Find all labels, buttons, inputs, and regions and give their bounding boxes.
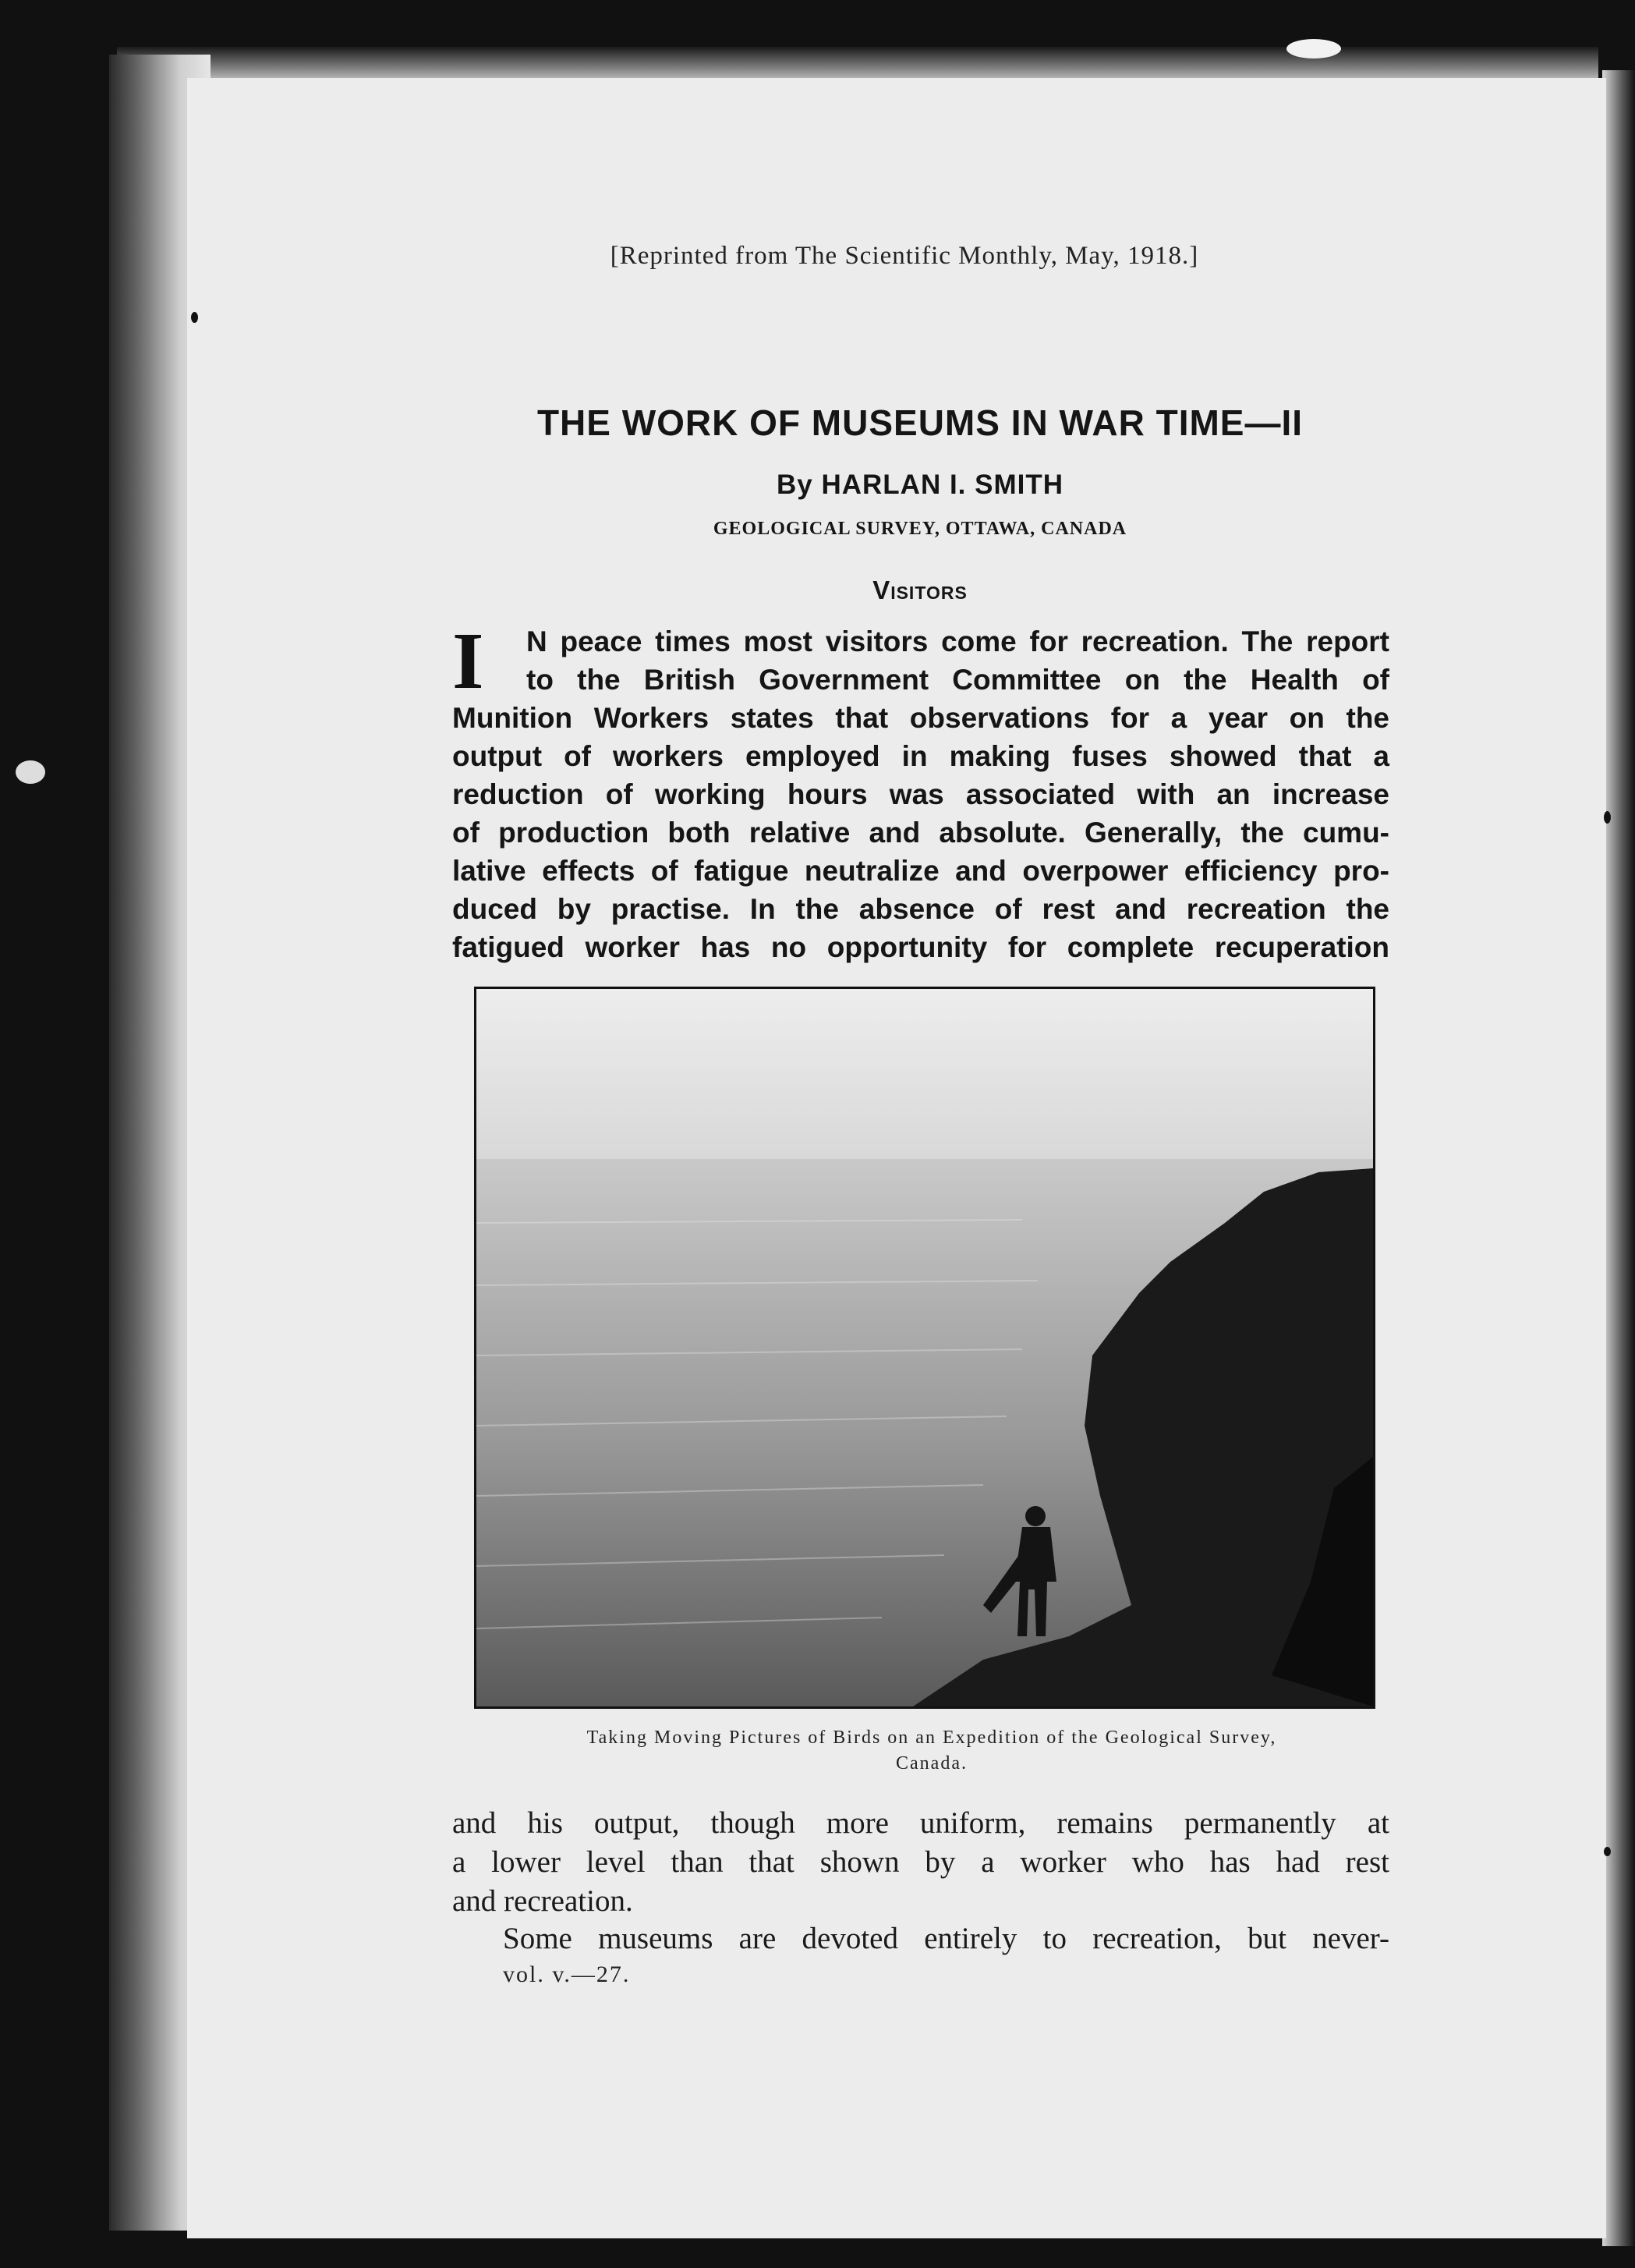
scan-speck	[1286, 39, 1341, 58]
drop-cap: I	[452, 616, 484, 706]
scan-dot	[1604, 1847, 1611, 1856]
paragraph-line: duced by practise. In the absence of rest and recreation the	[452, 893, 1389, 925]
photo-drawing	[476, 989, 1373, 1706]
photo-caption-line: Taking Moving Pictures of Birds on an Expedition of the Geological Survey,	[586, 1728, 1277, 1748]
paragraph-line: to the British Government Committee on the Health of	[526, 664, 1389, 696]
scan-dot	[191, 312, 198, 323]
article-title: THE WORK OF MUSEUMS IN WAR TIME—II	[536, 402, 1304, 443]
page-folio: vol. v.—27.	[503, 1961, 631, 1987]
paragraph-line: and his output, though more uniform, remains permanently at	[452, 1806, 1389, 1840]
author-affiliation: GEOLOGICAL SURVEY, OTTAWA, CANADA	[713, 519, 1127, 539]
paragraph-line: N peace times most visitors come for recreation. The report	[526, 625, 1389, 657]
paragraph-line: output of workers employed in making fuses showed that a	[452, 740, 1389, 772]
page-right-edge	[1602, 70, 1635, 2246]
author-byline: By HARLAN I. SMITH	[777, 470, 1063, 500]
photo-caption-line: Canada.	[896, 1753, 968, 1774]
paragraph-line: of production both relative and absolute. Generally, the cumu-	[452, 817, 1389, 849]
paragraph-line: and recreation.	[452, 1884, 633, 1918]
paragraph-line: lative effects of fatigue neutralize and overpower efficiency pro-	[452, 855, 1389, 887]
paragraph-line: a lower level than that shown by a worker who has had rest	[452, 1845, 1389, 1879]
paragraph-line: reduction of working hours was associated with an increase	[452, 778, 1389, 810]
scan-dot	[1604, 811, 1611, 824]
reprint-header: [Reprinted from The Scientific Monthly, May, 1918.]	[610, 242, 1199, 270]
paragraph-line: Munition Workers states that observations for a year on the	[452, 702, 1389, 734]
scan-speck	[16, 760, 45, 784]
photograph-cliff-cameraman	[474, 987, 1375, 1709]
section-heading: Visitors	[872, 576, 968, 604]
paragraph-line: fatigued worker has no opportunity for complete recuperation	[452, 931, 1389, 963]
paragraph-line: Some museums are devoted entirely to recreation, but never-	[503, 1922, 1389, 1955]
